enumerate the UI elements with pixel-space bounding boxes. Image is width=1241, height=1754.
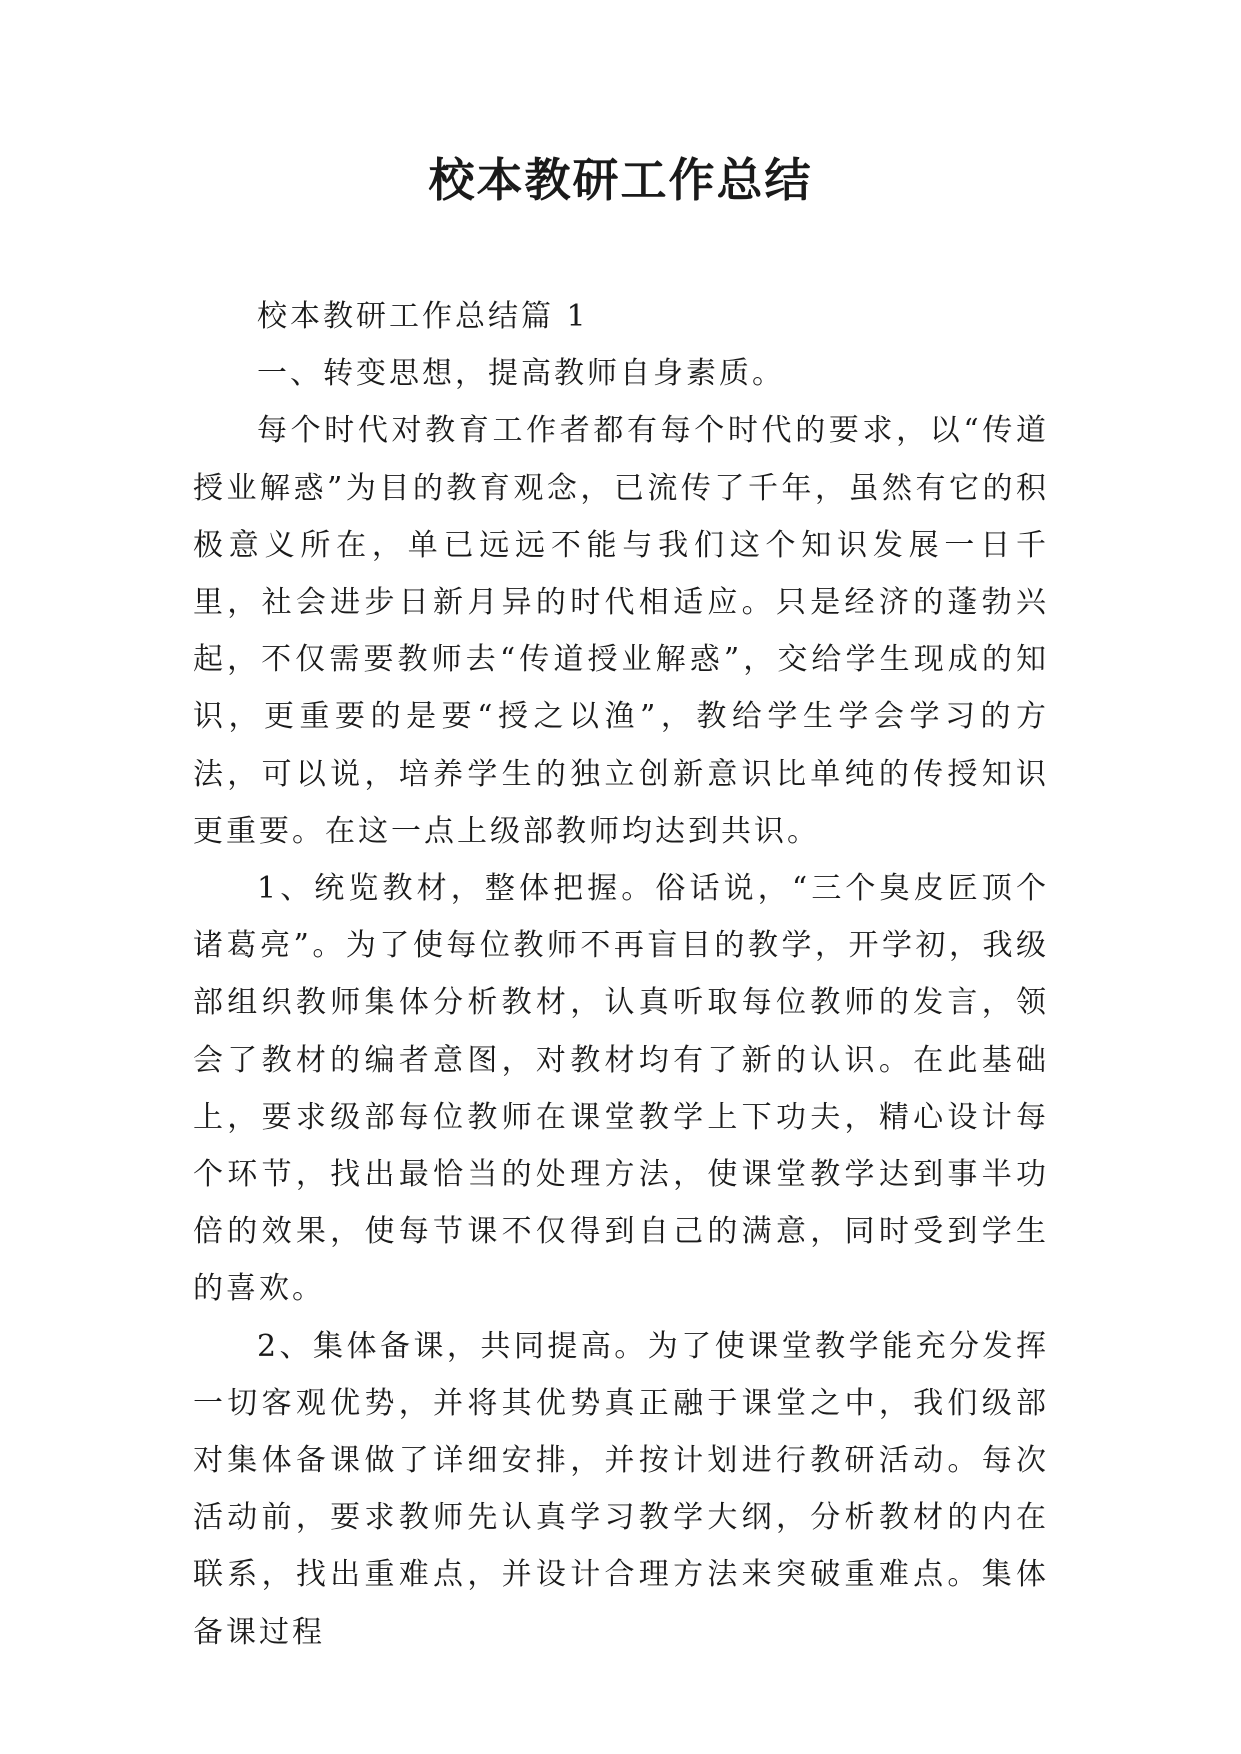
document-body <box>193 288 1049 1661</box>
body-paragraph: 1、统览教材，整体把握。俗话说，“三个臭皮匠顶个诸葛亮”。为了使每位教师不再盲目的教学，开学初，我级部组织教师集体分析教材，认真听取每位教师的发言，领会了教材的编者意图，对教材均有了新的认识。在此基础上，要求级部每位教师在课堂教学上下功夫，精心设计每个环节，找出最恰当的处理方法，使课堂教学达到事半功倍的效果，使每节课不仅得到自己的满意，同时受到学生的喜欢。 <box>193 871 1049 1307</box>
body-paragraph: 2、集体备课，共同提高。为了使课堂教学能充分发挥一切客观优势，并将其优势真正融于课堂之中，我们级部对集体备课做了详细安排，并按计划进行教研活动。每次活动前，要求教师先认真学习教学大纲，分析教材的内在联系，找出重难点，并设计合理方法来突破重难点。集体备课过程 <box>193 1328 1049 1650</box>
section-heading: 校本教研工作总结篇 1 <box>257 299 589 334</box>
document-title: 校本教研工作总结 <box>428 153 813 207</box>
subsection-heading: 一、转变思想，提高教师自身素质。 <box>257 356 785 392</box>
body-paragraph: 每个时代对教育工作者都有每个时代的要求，以“传道授业解惑”为目的教育观念，已流传了千年，虽然有它的积极意义所在，单已远远不能与我们这个知识发展一日千里，社会进步日新月异的时代相适应。只是经济的蓬勃兴起，不仅需要教师去“传道授业解惑”，交给学生现成的知识，更重要的是要“授之以渔”，教给学生学会学习的方法，可以说，培养学生的独立创新意识比单纯的传授知识更重要。在这一点上级部教师均达到共识。 <box>193 413 1049 849</box>
